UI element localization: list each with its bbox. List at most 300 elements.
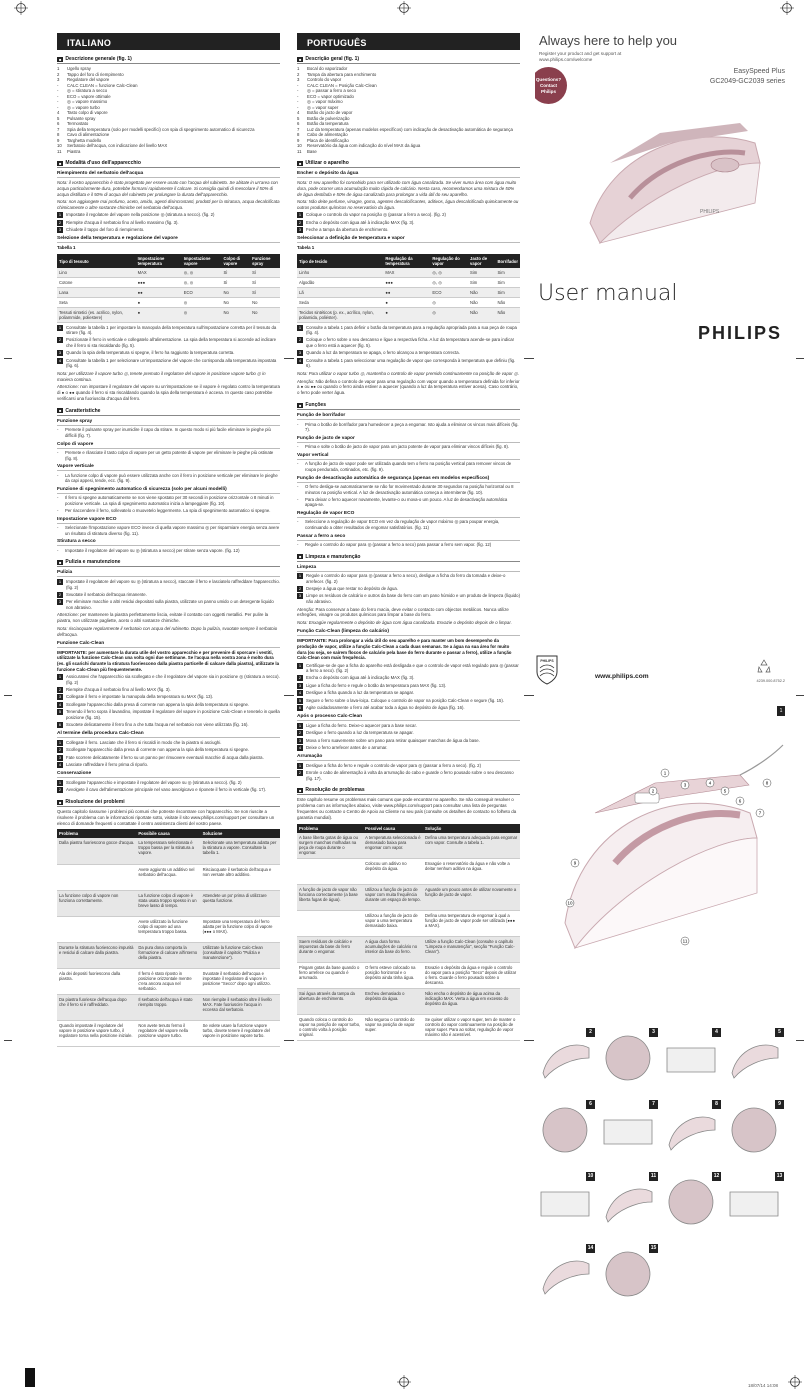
document-title: User manual	[538, 281, 678, 306]
item-text: Spia della temperatura (solo per modelli specifici) con spia di spegnimento automatico di sicurezza	[67, 126, 255, 132]
step-text: Ligue a ficha do ferro e regule o botão da temperatura para MAX (fig. 13).	[306, 682, 447, 688]
table-cell: Não	[495, 298, 520, 308]
item-number: -	[297, 99, 299, 104]
step-item	[57, 227, 280, 233]
subsection-heading: Funzione spray	[57, 419, 280, 426]
section-heading	[57, 56, 280, 64]
step-item	[297, 350, 520, 356]
step-text: Lasciate raffreddare il ferro prima di riporlo.	[66, 762, 149, 768]
step-item	[297, 763, 520, 769]
section-title: Descrição geral (fig. 1)	[305, 56, 360, 62]
step-number: 3	[58, 599, 62, 605]
table-cell: La funzione colpo di vapore è stata usata troppo spesso in un breve lasso di tempo.	[136, 890, 200, 916]
subsection-heading: Vapore verticale	[57, 464, 280, 471]
subsection-heading: Função de desactivação automática de segurança (apenas em modelos específicos)	[297, 476, 520, 483]
table-cell: Utilizou a função de jacto de vapor com muita frequência durante um espaço de tempo.	[363, 885, 423, 911]
step-number: 2	[58, 337, 62, 343]
table-cell: Sim	[495, 288, 520, 298]
recycle-icon	[757, 659, 771, 673]
table-row	[57, 968, 280, 994]
section-heading	[57, 408, 280, 416]
bullet-item	[57, 495, 280, 506]
table-cell: ●	[136, 308, 182, 323]
table-cell: Sim	[468, 268, 495, 278]
step-illustration	[598, 1100, 658, 1160]
step-number: 1	[58, 578, 62, 584]
table-row	[297, 937, 520, 963]
section-marker: ■	[299, 554, 302, 560]
bullet-item	[57, 548, 280, 554]
column-header: Funzione spray	[250, 254, 280, 268]
item-text: Piastra	[67, 148, 81, 154]
step-shape	[606, 1036, 650, 1080]
fold-mark	[524, 358, 534, 359]
step-item	[57, 780, 280, 786]
step-item	[57, 358, 280, 369]
item-text: ◎ = passar a ferro a seco	[307, 88, 357, 93]
step-text: Per eliminare macchie o altri residui depositati sulla piastra, utilizzate un panno umido o un detergente liquido non abrasivo.	[66, 599, 274, 610]
step-text: Quando a luz da temperatura se apaga, o ferro alcançou a temperatura correcta.	[306, 350, 460, 356]
steps-list	[297, 663, 520, 712]
dash: -	[57, 547, 59, 553]
settings-table	[57, 254, 280, 323]
step-figure-number: 12	[713, 1173, 720, 1179]
step-text: Regule o controlo do vapor para ◎ (passar a ferro a seco), desligue a ficha do ferro da tomada e deixe-o arrefecer. (fig. 2)	[306, 573, 506, 584]
step-shape	[543, 1108, 587, 1152]
steps-list	[57, 325, 280, 369]
table-cell: A função de jacto de vapor não funciona correctamente (a base liberta fugas de água).	[297, 885, 363, 911]
section-marker: ■	[299, 787, 302, 793]
step-number: 1	[298, 573, 302, 579]
column-header: Problema	[57, 829, 136, 838]
item-number: 2	[57, 71, 60, 77]
item-number: 10	[57, 143, 62, 148]
step-text: Certifique-se de que a ficha do aparelho está desligada e que o controlo de vapor está regulado para ◎ (passar a ferro a seco). (fig. 2)	[306, 662, 519, 674]
table-cell: Saem resíduos de calcário e impurezas da base do ferro durante o engomar.	[297, 937, 363, 963]
fold-mark	[4, 1040, 12, 1041]
step-item	[57, 212, 280, 218]
item-text: ECO = vapor optimizado	[307, 93, 354, 99]
fold-mark	[284, 1040, 294, 1041]
item-number: 1	[57, 66, 60, 71]
dash: -	[57, 450, 59, 456]
section-marker: ■	[59, 559, 62, 565]
item-text: ◎ = stiratura a secco	[67, 88, 108, 93]
step-number: 3	[298, 350, 302, 356]
item-text: Reservatório da água com indicação do nível MAX da água	[307, 143, 421, 148]
steps-list	[57, 780, 280, 794]
table-cell: Tessuti sintetici (es. acrilico, nylon, poliammide, poliestere)	[57, 308, 136, 323]
steps-list	[57, 740, 280, 769]
step-item	[297, 212, 520, 218]
table-cell: Tecidos sintéticos (p. ex., acrílico, nylon, poliamida, poliéster).	[297, 308, 383, 323]
step-number: 2	[58, 686, 62, 692]
step-number: 5	[58, 709, 62, 715]
subsection-heading: Arrumação	[297, 754, 520, 761]
table-cell: Colocou um aditivo no depósito da água.	[363, 859, 423, 885]
contact-philips-badge[interactable]	[535, 67, 567, 104]
table-cell: Linho	[297, 268, 383, 278]
language-header: PORTUGUÊS	[297, 33, 520, 50]
item-number: 1	[297, 66, 300, 71]
table-row	[57, 942, 280, 968]
item-text: Cabo de alimentação	[307, 132, 348, 137]
section-heading	[297, 402, 520, 410]
step-shape	[732, 1045, 778, 1078]
item-text: Botão do jacto de vapor	[307, 110, 353, 115]
step-figure-number: 7	[649, 1100, 658, 1109]
item-number: 11	[297, 148, 302, 154]
dash: -	[57, 508, 59, 514]
table-cell: Ala dei depositi fuoriescono dalla piastra.	[57, 968, 136, 994]
step-number: 3	[58, 694, 62, 700]
subsection-heading: Riempimento del serbatoio dell'acqua	[57, 171, 280, 178]
table-cell: Avete aggiunto un additivo nel serbatoio dell'acqua.	[136, 864, 200, 890]
step-item	[297, 573, 520, 584]
column-header: Possibile causa	[136, 829, 200, 838]
item-number: 8	[297, 132, 300, 137]
step-item	[57, 694, 280, 700]
step-item	[57, 747, 280, 753]
step-item	[297, 325, 520, 336]
dash: -	[57, 525, 59, 531]
step-text: Chiudete il tappo del foro di riempimento.	[66, 227, 145, 233]
item-number: 4	[57, 110, 60, 115]
cover-iron-illustration	[570, 103, 770, 263]
step-illustration	[724, 1100, 784, 1160]
subsection-heading: Funzione Calc-Clean	[57, 641, 280, 648]
bullet-text: A função de jacto de vapor pode ser utilizada quando tem o ferro na posição vertical para remover vincos de roupa pendurada, cortinados, etc. (fig. 9).	[305, 461, 512, 472]
step-item	[297, 690, 520, 696]
bullet-text: Prima e solte o botão de jacto de vapor para um jacto potente de vapor para eliminar vincos difíceis (fig. 8).	[305, 444, 509, 450]
step-illustration	[661, 1172, 721, 1232]
table-cell: O ferro esteve colocado na posição horizontal e o depósito ainda tinha água.	[363, 963, 423, 989]
step-number: 4	[298, 690, 302, 696]
fold-mark	[284, 695, 294, 696]
table-cell: Utilizzate la funzione Calc-Clean (consultate il capitolo "Pulizia e manutenzione").	[201, 942, 280, 968]
callout-number: 3	[683, 782, 687, 788]
table-header-row	[297, 824, 520, 833]
registration-link[interactable]: www.philips.com/welcome	[539, 57, 593, 62]
steps-list	[57, 212, 280, 233]
step-item	[57, 687, 280, 693]
item-text: Tappo del foro di riempimento	[67, 71, 124, 77]
step-item	[57, 755, 280, 761]
step-number: 2	[298, 337, 302, 343]
step-text: Feche a tampa da abertura de enchimento.	[306, 227, 389, 233]
item-number: -	[297, 93, 299, 99]
section-title: Caratteristiche	[65, 407, 101, 414]
table-cell: Svuotate il serbatoio dell'acqua e impostate il regolatore di vapore in posizione "Secco" dopo ogni utilizzo.	[201, 968, 280, 994]
subsection-heading: Impostazione vapore ECO	[57, 517, 280, 524]
step-figure	[535, 1028, 595, 1088]
step-number: 2	[298, 585, 302, 591]
item-text: Placa de identificação	[307, 137, 349, 143]
table-cell	[297, 911, 363, 937]
table-cell: Da pura dona comporta la formazione di calcare all'interno della piastra.	[136, 942, 200, 968]
item-text: Pulsante spray	[67, 115, 96, 121]
step-text: Consulte a tabela 1 para definir o botão da temperatura para a regulação apropriada para a sua peça de roupa (fig. 4).	[306, 324, 517, 336]
step-text: Fate scorrere delicatamente il ferro su un panno per rimuovere eventuali macchie di acqua dalla piastra.	[66, 754, 264, 760]
step-number: 3	[58, 350, 62, 356]
table-row	[297, 885, 520, 911]
step-shape	[606, 1252, 650, 1296]
table-cell: Defina uma temperatura de engomar à qual a função de jacto de vapor pode ser utilizada (●●● a MAX).	[423, 911, 520, 937]
table-cell: Aguarde um pouco antes de utilizar novamente a função de jacto de vapor.	[423, 885, 520, 911]
table-row	[297, 278, 520, 288]
step-text: Encha o depósito com água até à indicação MAX (fig. 3).	[306, 675, 415, 681]
bullet-text: Para deixar o ferro aquecer novamente, levante-o ou mova-o um pouco. A luz de desactivação automática apaga-se.	[305, 496, 508, 508]
note-text: Nota: risciacquate regolarmente il serbatoio con acqua del rubinetto. Dopo la pulizia, svuotate sempre il serbatoio dell'acqua.	[57, 625, 278, 637]
step-text: Limpe os resíduos de calcário e outros da base do ferro com um pano húmido e um produto de limpeza (líquido) não abrasivo.	[306, 593, 520, 604]
table-cell	[57, 864, 136, 890]
step-figure-number: 6	[586, 1100, 595, 1109]
website-link[interactable]: www.philips.com	[595, 673, 649, 680]
table-cell: Se volete usare la funzione vapore turbo, dovete tenere il regolatore del vapore in posizione vapore turbo.	[201, 1020, 280, 1046]
step-shape	[732, 1108, 776, 1152]
table-cell: A base liberta gotas de água ou surgem manchas molhadas na peça de roupa durante o engomar.	[297, 833, 363, 859]
print-date: 18/07/14 14:08	[748, 1383, 779, 1388]
registration-mark-top-center	[397, 1, 411, 15]
table-cell: Não	[495, 308, 520, 323]
bullet-item	[57, 450, 280, 461]
subsection-heading: Funzione di spegnimento automatico di sicurezza (solo per alcuni modelli)	[57, 487, 280, 494]
step-text: Scuotete delicatamente il ferro fino a che tutta l'acqua nel serbatoio non viene utilizzata (fig. 16).	[66, 722, 249, 728]
step-figure-number: 2	[586, 1028, 595, 1037]
step-text: Tenendo il ferro sopra il lavandino, impostate il regolatore del vapore in posizione Calc-Clean e tenetelo in quella posizione (fig. 15).	[66, 709, 280, 720]
brand-wordmark: PHILIPS	[697, 323, 782, 343]
product-name	[710, 67, 785, 87]
step-figures	[535, 1028, 785, 1328]
section-marker: ■	[299, 160, 302, 166]
section-title: Limpeza e manutenção	[305, 553, 361, 560]
step-number: 1	[58, 779, 62, 785]
step-figure-number: 8	[712, 1100, 721, 1109]
step-figure-number: 4	[712, 1028, 721, 1037]
item-number: 6	[57, 121, 60, 126]
note-text: Nota: Enxagúe regularmente o depósito de água com água canalizada. Esvazie o depósito depois de o limpar.	[297, 620, 512, 626]
intro-text: Questo capitolo riassume i problemi più comuni che potreste riscontrare con l'apparecchio. Se non riuscite a risolvere il problema con le informazioni riportate sotto, visitate il sito www.philips.com/support per consultare un elenco di domande frequenti o contattate il centro assistenza clienti del vostro paese.	[57, 809, 275, 826]
step-text: Riempite d'acqua il serbatoio fino al livello MAX (fig. 3).	[66, 686, 171, 692]
item-text: Base	[307, 148, 317, 154]
table-row	[57, 1020, 280, 1046]
callout-number: 4	[708, 780, 712, 786]
fold-mark	[796, 1040, 804, 1041]
table-header-row	[57, 254, 280, 268]
step-figure-number: 14	[587, 1245, 594, 1251]
step-item	[57, 702, 280, 708]
bullet-text: O ferro desliga-se automaticamente se não for movimentado durante 30 segundos na posição horizontal ou 8 minutos na posição vertical. A luz de desactivação automática começa a intermitente (fig. 10).	[305, 484, 514, 495]
iron-logo-text: PHILIPS	[700, 209, 720, 215]
table-row	[297, 308, 520, 323]
table-cell: Não	[468, 308, 495, 323]
bullet-text: Premete il pulsante spray per inumidire il capo da stirare. In questo modo si più facile eliminare le pieghe più difficili (fig. 7).	[65, 427, 271, 438]
section-marker: ■	[59, 160, 62, 166]
subsection-heading: Regulação de vapor ECO	[297, 511, 520, 518]
table-cell: ◎	[430, 298, 468, 308]
item-text: Tampa da abertura para enchimento	[307, 71, 377, 77]
item-text: ◎ = vapor máximo	[307, 99, 343, 104]
bullet-item	[57, 508, 280, 514]
table-cell: Lã	[297, 288, 383, 298]
step-figure	[661, 1028, 721, 1088]
table-cell: Avete utilizzato la funzione colpo di vapore ad una temperatura troppo bassa.	[136, 916, 200, 942]
bullet-text: La funzione colpo di vapore può essere utilizzata anche con il ferro in posizione verticale per eliminare le pieghe da capi appesi, tende, ecc. (fig. 9).	[65, 472, 278, 484]
steps-list	[57, 579, 280, 610]
section-heading	[57, 799, 280, 807]
steps-list	[297, 212, 520, 233]
table-cell: MAX	[383, 268, 430, 278]
item-number: -	[57, 82, 59, 88]
table-cell: Impostate una temperatura del ferro adatta per la funzione colpo di vapore (●●● o MAX).	[201, 916, 280, 942]
step-text: Desligue a ficha quando a luz da temperatura se apagar.	[306, 690, 414, 696]
subsection-heading: Selezione della temperatura e regolazione del vapore	[57, 236, 280, 243]
dash: -	[297, 484, 299, 489]
item-text: Serbatoio dell'acqua, con indicazione del livello MAX	[67, 143, 168, 148]
page-number: 1	[777, 706, 785, 716]
column-header: Solução	[423, 824, 520, 833]
table-cell: Quando impostate il regolatore del vapore in posizione vapore turbo, il regolatore torna nella posizione iniziale.	[57, 1020, 136, 1046]
section-title: Risoluzione dei problemi	[65, 799, 125, 806]
step-shape	[606, 1189, 652, 1222]
bullet-text: Per riaccendere il ferro, sollevatelo o muovetelo leggermente. La spia di spegnimento automatico si spegne.	[65, 508, 271, 514]
table-cell: Utilize a função Calc-Clean (consulte o capítulo "Limpeza e manutenção", secção "Função Calc-Clean").	[423, 937, 520, 963]
table-caption: Tabella 1	[57, 245, 76, 251]
callout-number: 10	[567, 900, 573, 906]
section-heading	[57, 559, 280, 567]
table-cell: Selezionate una temperatura adatta per la stiratura a vapore. Consultate la tabella 1.	[201, 838, 280, 864]
table-cell	[57, 916, 136, 942]
item-text: Regolatore del vapore	[67, 77, 110, 82]
parts-list-item	[57, 149, 280, 155]
settings-table	[297, 254, 520, 323]
step-figure-number: 15	[650, 1245, 657, 1251]
step-figure	[724, 1100, 784, 1160]
section-title: Pulizia e manutenzione	[65, 559, 121, 566]
step-shape	[541, 1192, 589, 1216]
table-cell: Sì	[222, 268, 251, 278]
warning-text: Attenzione: per mantenere la piastra perfettamente liscia, evitate il contatto con oggetti metallici. Per pulire la piastra, non utilizzate pagliette, aceto o altri sostanze chimiche.	[57, 612, 269, 624]
table-cell: MAX	[136, 268, 182, 278]
table-cell: Durante la stiratura fuoriescono impurità e residui di calcare dalla piastra.	[57, 942, 136, 968]
step-number: 1	[298, 212, 302, 218]
subsection-heading: Colpo di vapore	[57, 442, 280, 449]
step-shape	[604, 1120, 652, 1144]
table-row	[297, 268, 520, 278]
section-marker: ■	[299, 56, 302, 62]
table-cell: Sai água através da tampa da abertura de enchimento.	[297, 989, 363, 1015]
bullet-list	[57, 495, 280, 513]
table-row	[57, 994, 280, 1020]
step-item	[297, 358, 520, 369]
table-cell: ECO	[182, 288, 222, 298]
table-cell: Enxagúe o reservatório da água e não volte a deitar nenhum aditivo na água.	[423, 859, 520, 885]
step-item	[297, 593, 520, 604]
step-number: 1	[58, 674, 62, 680]
table-header-row	[57, 829, 280, 838]
table-row	[297, 833, 520, 859]
dash: -	[297, 421, 299, 427]
step-shape	[669, 1117, 715, 1150]
table-cell: Não encha o depósito de água acima da indicação MAX. Verta a água em excesso do depósito da água.	[423, 989, 520, 1015]
column-header: Impostazione temperatura	[136, 254, 182, 268]
callout-number: 6	[738, 798, 742, 804]
registration-line: Register your product and get support at	[539, 51, 622, 56]
step-item	[297, 220, 520, 226]
step-text: Impostate il regolatore del vapore nella posizione ◎ (stiratura a secco). (fig. 2)	[66, 212, 215, 218]
table-row	[57, 268, 280, 278]
step-item	[297, 586, 520, 592]
table-row	[297, 989, 520, 1015]
step-text: Collegate il ferro e impostate la manopola della temperatura su MAX (fig. 13).	[66, 694, 214, 700]
table-cell: Lino	[57, 268, 136, 278]
table-row	[297, 298, 520, 308]
steps-list	[297, 723, 520, 752]
step-item	[57, 722, 280, 728]
step-number: 4	[58, 701, 62, 707]
table-cell: ◎, ◎	[182, 278, 222, 288]
step-number: 5	[298, 697, 302, 703]
intro-text: Este capítulo resume os problemas mais comuns que pode encontrar no aparelho. Se não conseguir resolver o problema com as informações abaixo, visite www.philips.com/support para consultar uma lista de perguntas frequentes ou contacte o Centro de Apoio ao Cliente no seu país (consulte os detalhes de contacto no folheto da garantia mundial).	[297, 797, 517, 820]
bullet-item	[297, 422, 520, 433]
table-row	[57, 308, 280, 323]
step-figure-number: 3	[649, 1028, 658, 1037]
table-cell: ●	[136, 298, 182, 308]
item-text: Luz da temperatura (apenas modelos específicos) com indicação de desactivação automática de segurança	[307, 126, 513, 132]
document-code: 4239.000.8752.2	[756, 679, 785, 683]
product-diagram	[535, 743, 785, 958]
step-number: 1	[58, 324, 62, 330]
steps-list	[57, 674, 280, 728]
step-item	[297, 683, 520, 689]
step-text: Quando la spia della temperatura si spegne, il ferro ha raggiunto la temperatura corretta.	[66, 350, 235, 356]
table-cell: ●●	[136, 288, 182, 298]
table-cell: ◎, ◎	[430, 278, 468, 288]
step-figure-number: 13	[776, 1173, 783, 1179]
step-illustration	[598, 1172, 658, 1232]
steps-list	[297, 763, 520, 782]
step-text: Mova o ferro suavemente sobre um pano para retirar quaisquer manchas de água da base.	[306, 737, 480, 743]
fold-mark	[524, 695, 534, 696]
bullet-item	[297, 542, 520, 548]
section-title: Resolução de problemas	[305, 787, 365, 794]
step-text: Collegate il ferro. Lasciate che il ferro si riscaldi in modo che la piastra si asciughi.	[66, 739, 222, 745]
fold-mark	[524, 1040, 534, 1041]
table-cell: Sì	[250, 268, 280, 278]
table-cell: Dalla piastra fuoriescono gocce d'acqua.	[57, 838, 136, 864]
step-text: Svuotate il serbatoio dell'acqua rimanente.	[66, 591, 147, 597]
cover-column	[535, 33, 785, 1373]
item-number: 9	[57, 137, 60, 143]
step-shape	[669, 1180, 713, 1224]
step-number: 2	[298, 219, 302, 225]
step-number: 2	[58, 591, 62, 597]
fold-mark	[796, 695, 804, 696]
step-text: Desligue a ficha do ferro e regule o controlo de vapor para ◎ (passar a ferro a seco). (fig. 2)	[306, 762, 481, 768]
table-cell: Risciacquate il serbatoio dell'acqua e non versate altro additivo.	[201, 864, 280, 890]
column-header: Regulação da temperatura	[383, 254, 430, 268]
badge-line: Philips	[540, 88, 557, 94]
item-number: 3	[57, 77, 60, 82]
table-cell: Defina uma temperatura adequada para engomar com vapor. Consulte a tabela 1.	[423, 833, 520, 859]
step-figure	[598, 1100, 658, 1160]
section-title: Descrizione generale (fig. 1)	[65, 56, 132, 62]
steps-list	[297, 325, 520, 369]
subsection-heading: Após o processo Calc-Clean	[297, 714, 520, 721]
step-illustration	[535, 1028, 595, 1088]
table-cell: ●	[383, 298, 430, 308]
section-title: Utilizar o aparelho	[305, 160, 349, 166]
